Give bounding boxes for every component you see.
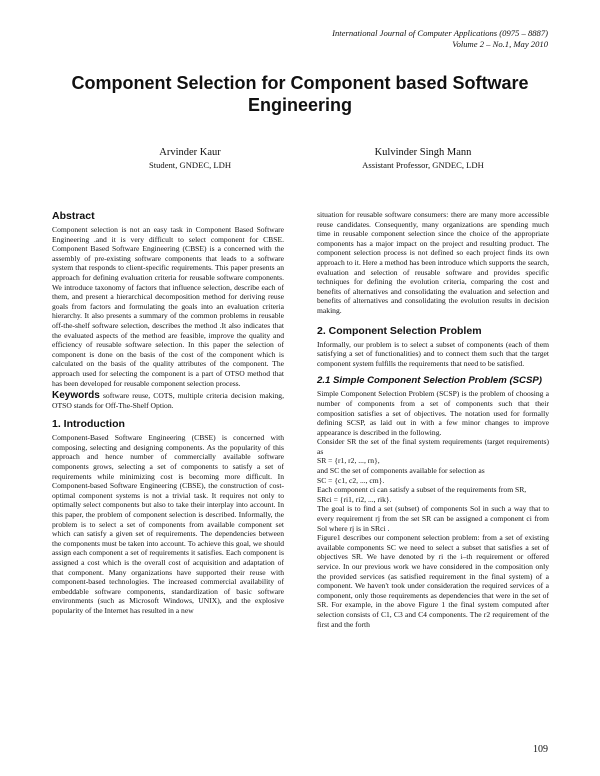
section-2-heading: 2. Component Selection Problem xyxy=(317,324,482,337)
page-number: 109 xyxy=(533,744,548,755)
left-column xyxy=(52,210,284,616)
journal-name: International Journal of Computer Applications (0975 – 8887) xyxy=(332,28,548,38)
right-column xyxy=(317,210,549,629)
journal-volume: Volume 2 – No.1, May 2010 xyxy=(452,39,548,49)
scsp-paragraph: The goal is to find a set (subset) of components Sol in such a way that to every requirement rj from the set SR can be assigned a component ci from Sol where rj is in SRci . xyxy=(317,504,549,533)
section-2-text: Informally, our problem is to select a subset of components (each of them satisfying a set of functionalities) and to connect them such that the target component system fulfills the requirements that need to be satisfied. xyxy=(317,339,549,368)
scsp-paragraph: Simple Component Selection Problem (SCSP) is the problem of choosing a number of components from a set of components such that their composition satisfies a set of objectives. The notation used for formally defining SCSP, as laid out in with a few minor changes to improve appearance is described in the following. xyxy=(317,389,549,437)
author-name: Arvinder Kaur xyxy=(159,147,221,158)
scsp-paragraph: Figure1 describes our component selection problem: from a set of existing available components SC we need to select a subset that satisfies a set of objectives SR. We have denoted by ri the i–th requirement or offered service. In our previous work we have considered in the composition only the provided services (as satisfied requirement in the final system) of a component. We haven't took under consideration the required services of a component, only those requirements as dependencies that were in the set of SR. For example, in the above Figure 1 the final system computed after selection consists of C1, C3 and C4 components. The r2 requirement of the first and the forth xyxy=(317,533,549,629)
scsp-paragraph: Each component ci can satisfy a subset of the requirements from SR, xyxy=(317,485,527,495)
srci-definition: SRci = {ri1, ri2, ..., rik}. xyxy=(317,494,392,504)
title-line-2: Engineering xyxy=(247,95,352,115)
author-block xyxy=(90,146,290,171)
scsp-paragraph: Consider SR the set of the final system requirements (target requirements) as xyxy=(317,437,549,456)
introduction-heading: 1. Introduction xyxy=(52,418,125,431)
author-block xyxy=(323,146,523,171)
paper-title xyxy=(40,72,560,116)
introduction-text: Component-Based Software Engineering (CBSE) is concerned with composing, selecting and designing components. As the popularity of this approach and hence number of commercially available software components grows, selecting a set of components to satisfy a set of requirements while minimizing cost is becoming more difficult. In Component-based Software Engineering (CBSE), the construction of cost-optimal component systems is not a trivial task. It requires not only to optimally select components but also to take their interplay into account. In this paper, the problem of component selection is described. Informally, the problem is to select a set of components from available component set which can satisfy a given set of requirements. The dependencies between the components must be taken into account. To achieve this goal, we should assign each component a set of requirements it satisfies. Each component is assigned a cost which is the overall cost of acquisition and adaptation of that component. Many organizations have supported their reuse with component-based technologies. The increased commercial availability of embeddable software components, standardization of basic software environments (such as Microsoft Windows, UNIX), and the explosive popularity of the Internet has resulted in a new xyxy=(52,433,284,615)
section-2-1-heading: 2.1 Simple Component Selection Problem (SCSP) xyxy=(317,375,542,387)
journal-header xyxy=(332,28,548,50)
author-affiliation: Student, GNDEC, LDH xyxy=(148,160,232,170)
abstract-text: Component selection is not an easy task in Component Based Software Engineering .and it is very difficult to select component for CBSE. Component Based Software Engineering (CBSE) is a concerned with the assembly of pre-existing software components that leads to a software system that responds to client-specific requirements. This paper presents an approach for defining evaluation criteria for reusable software components. We introduce taxonomy of factors that influence selection, describe each of them, and present a hierarchical decomposition method for deriving reuse goals from factors and formulating the goals into an evaluation criteria hierarchy. It also presents a summary of the common problems in reusable off-the-shelf software selection, describes the method .It also indicates that the evaluated aspects of the method are feasible, improve the quality and efficiency of reusable software selection. In this paper the selection of component is done on the basis of the cost of the component which is calculated on the basis of the quality attributes of the component. The approach used for selecting the component is a part of OTSO method that has been developed for reusable component selection process. xyxy=(52,225,284,388)
title-line-1: Component Selection for Component based Software xyxy=(71,73,529,93)
introduction-continuation: situation for reusable software consumers: there are many more accessible reuse candidates. Consequently, many organizations are spending much time in reusable component selection since the choice of the appropriate components has a major impact on the project and resulting product. The component selection process is not defined so each project finds its own approach to it. Here a method has been introduce which supports the search, evaluation and selection of reusable software and provides specific techniques for defining the evolution criteria, comparing the cost and benefits of alternatives and consolidating the evaluation and selection and benefits of alternatives and consolidating the evolution results in decision making. xyxy=(317,210,549,315)
sr-definition: SR = {r1, r2, ..., rn}, xyxy=(317,456,380,466)
keywords-label: Keywords xyxy=(52,390,100,402)
sc-definition: SC = {c1, c2, ..., cm}. xyxy=(317,475,385,485)
author-name: Kulvinder Singh Mann xyxy=(374,147,472,158)
abstract-heading: Abstract xyxy=(52,210,95,222)
author-affiliation: Assistant Professor, GNDEC, LDH xyxy=(362,160,484,170)
scsp-paragraph: and SC the set of components available for selection as xyxy=(317,466,485,476)
keywords-paragraph xyxy=(52,391,284,410)
keywords-text: software reuse, COTS, multiple criteria decision making, OTSO stands for Off-The-Shelf Option. xyxy=(52,391,284,410)
